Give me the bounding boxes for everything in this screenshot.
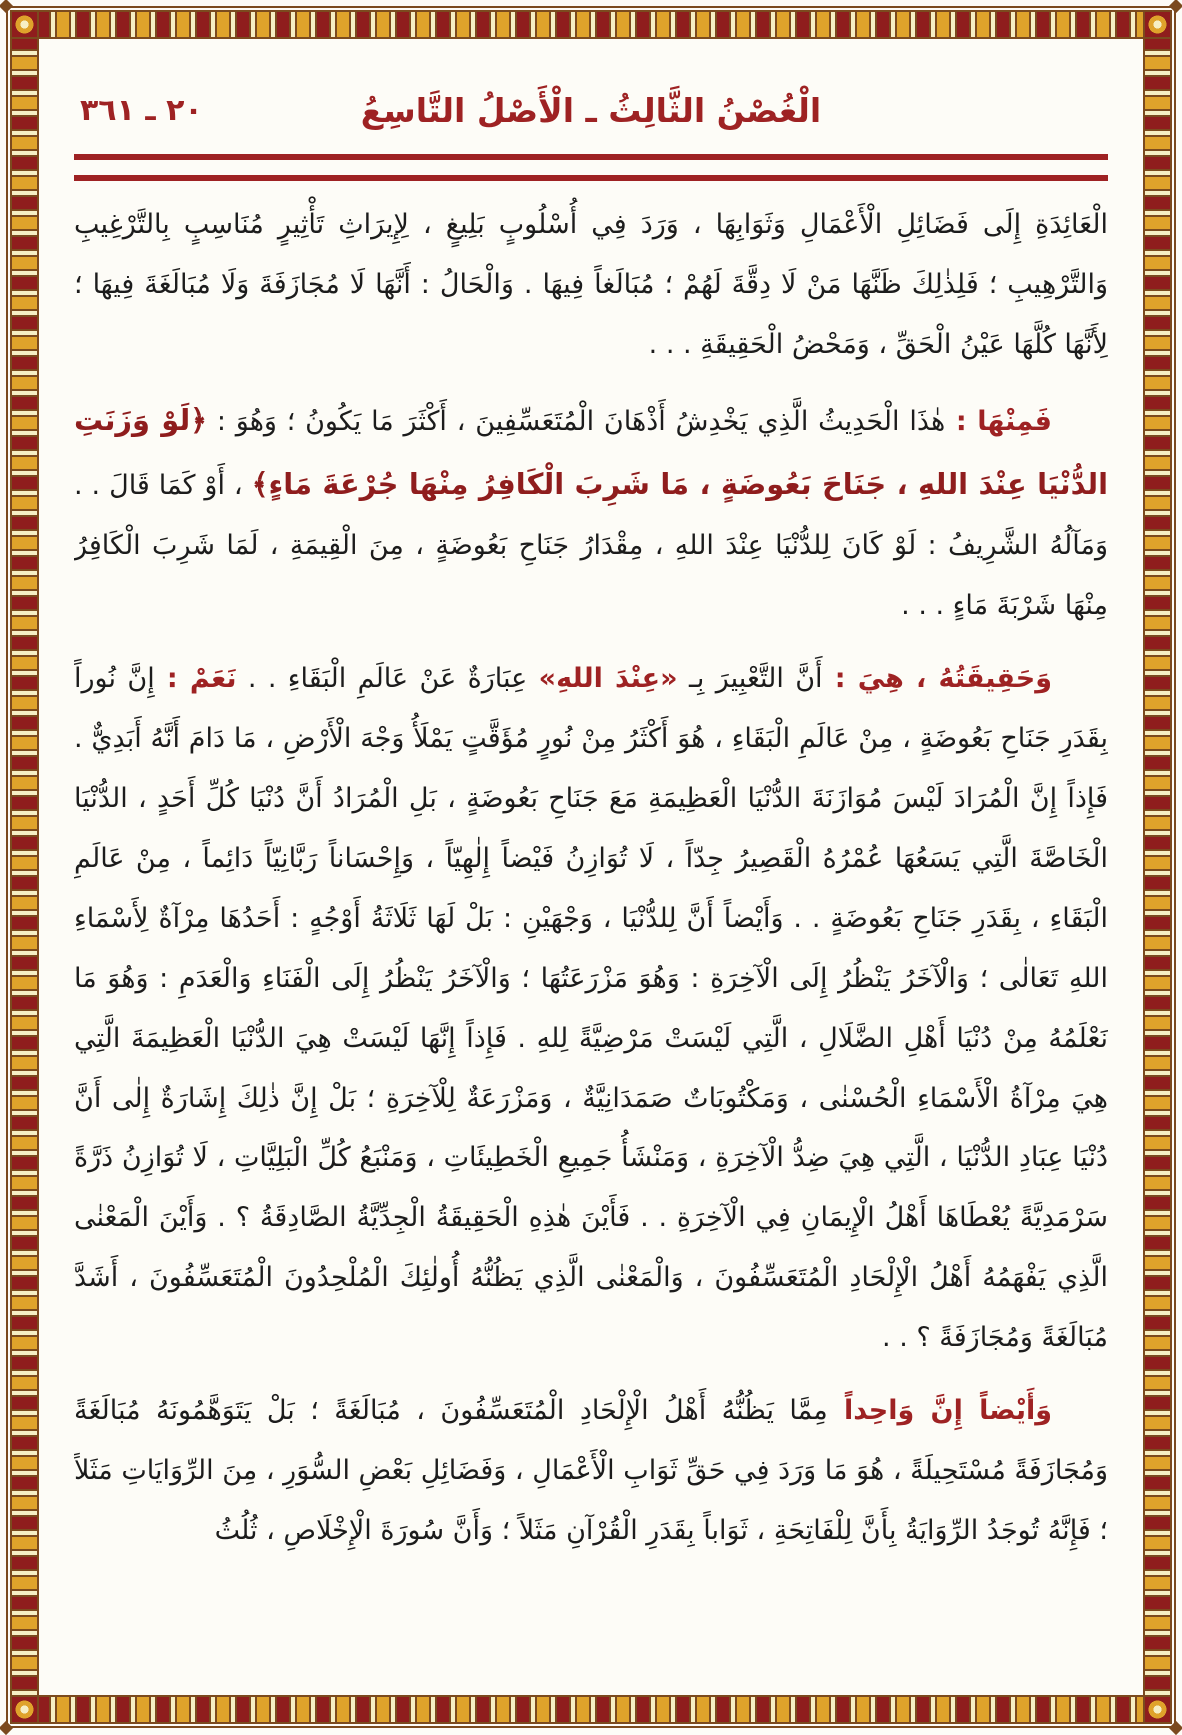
body-segment: إِنَّ نُوراً بِقَدَرِ جَنَاحِ بَعُوضَةٍ ، مِنْ عَالَمِ الْبَقَاءِ ، هُوَ أَكْثَرُ مِنْ نُورٍ مُؤَقَّتٍ يَمْلَأُ وَجْهَ الْأَرْضِ ، مَا دَامَ أَنَّهُ أَبَدِيٌّ . فَإِذاً إِنَّ الْمُرَادَ لَيْسَ مُوَازَنَةَ الدُّنْيَا الْعَظِيمَةِ مَعَ جَنَاحِ بَعُوضَةٍ ، بَلِ الْمُرَادُ أَنَّ دُنْيَا كُلِّ أَحَدٍ ، الدُّنْيَا الْخَاصَّةَ الَّتِي يَسَعُهَا عُمْرُهُ الْقَصِيرُ جِدّاً ، لَا تُوَازِنُ فَيْضاً إِلٰهِيّاً ، وَإِحْسَاناً رَبَّانِيّاً دَائِماً ، مِنْ عَالَمِ الْبَقَاءِ ، بِقَدَرِ جَنَاحِ بَعُوضَةٍ . . وَأَيْضاً أَنَّ لِلدُّنْيَا ، وَجْهَيْنِ : بَلْ لَهَا ثَلَاثَةُ أَوْجُهٍ : أَحَدُهَا مِرْآةٌ لِأَسْمَاءِ اللهِ تَعَالٰى ؛ وَالْآخَرُ يَنْظُرُ إِلَى الْآخِرَةِ : وَهُوَ مَزْرَعَتُهَا ؛ وَالْآخَرُ يَنْظُرُ إِلَى الْفَنَاءِ وَالْعَدَمِ : وَهُوَ مَا نَعْلَمُهُ مِنْ دُنْيَا أَهْلِ الضَّلَالِ ، الَّتِي لَيْسَتْ مَرْضِيَّةً لِلهِ . فَإِذاً إِنَّهَا لَيْسَتْ هِيَ الدُّنْيَا الْعَظِيمَةَ الَّتِي هِيَ مِرْآةُ الْأَسْمَاءِ الْحُسْنٰى ، وَمَكْتُوبَاتٌ صَمَدَانِيَّةٌ ، وَمَزْرَعَةٌ لِلْآخِرَةِ ؛ بَلْ إِنَّ ذٰلِكَ إِشَارَةٌ إِلٰى أَنَّ دُنْيَا عِبَادِ الدُّنْيَا ، الَّتِي هِيَ ضِدُّ الْآخِرَةِ ، وَمَنْشَأُ جَمِيعِ الْخَطِيئَاتِ ، وَمَنْبَعُ كُلِّ الْبَلِيَّاتِ ، لَا تُوَازِنُ ذَرَّةً سَرْمَدِيَّةً يُعْطَاهَا أَهْلُ الْإِيمَانِ فِي الْآخِرَةِ . . فَأَيْنَ هٰذِهِ الْحَقِيقَةُ الْجِدِّيَّةُ الصَّادِقَةُ ؟ . وَأَيْنَ الْمَعْنٰى الَّذِي يَفْهَمُهُ أَهْلُ الْإِلْحَادِ الْمُتَعَسِّفُونَ ، وَالْمَعْنٰى الَّذِي يَظُنُّهُ أُولٰئِكَ الْمُلْحِدُونَ الْمُتَعَسِّفُونَ ، أَشَدَّ مُبَالَغَةً وَمُجَازَفَةً ؟ . . [74,662,1108,1354]
body-text [74,195,1108,1561]
frame-corner-ornament [1145,12,1170,37]
paragraph [74,388,1108,636]
emphasis-red: نَعَمْ : [154,662,237,694]
frame-corner-tip [1169,1721,1182,1735]
body-segment: الْعَائِدَةِ إِلَى فَضَائِلِ الْأَعْمَالِ وَثَوَابِهَا ، وَرَدَ فِي أُسْلُوبٍ بَلِيغٍ ، لِإِيرَاثِ تَأْثِيرٍ مُنَاسِبٍ بِالتَّرْغِيبِ وَالتَّرْهِيبِ ؛ فَلِذٰلِكَ ظَنَّهَا مَنْ لَا دِقَّةَ لَهُمْ ؛ مُبَالَغاً فِيهَا . وَالْحَالُ : أَنَّهَا لَا مُجَازَفَةَ وَلَا مُبَالَغَةَ فِيهَا ؛ لِأَنَّهَا كُلَّهَا عَيْنُ الْحَقِّ ، وَمَحْضُ الْحَقِيقَةِ . . . [74,209,1108,360]
emphasis-red: «عِنْدَ اللهِ» [538,662,678,694]
body-segment: عِبَارَةٌ عَنْ عَالَمِ الْبَقَاءِ . . [236,662,539,694]
page-number: ٢٠ ـ ٣٦١ [80,93,203,128]
body-segment: هٰذَا الْحَدِيثُ الَّذِي يَخْدِشُ أَذْهَانَ الْمُتَعَسِّفِينَ ، أَكْثَرَ مَا يَكُونُ ؛ وَهُوَ : [207,405,946,437]
paragraph [74,649,1108,1368]
body-segment: مِمَّا يَظُنُّهُ أَهْلُ الْإِلْحَادِ الْمُتَعَسِّفُونَ ، مُبَالَغَةً ؛ بَلْ يَتَوَهَّمُونَهُ مُبَالَغَةً وَمُجَازَفَةً مُسْتَحِيلَةً ، هُوَ مَا وَرَدَ فِي حَقِّ ثَوَابِ الْأَعْمَالِ ، وَفَضَائِلِ بَعْضِ السُّوَرِ ، مِنَ الرِّوَايَاتِ مَثَلاً ؛ فَإِنَّهُ تُوجَدُ الرِّوَايَةُ بِأَنَّ لِلْفَاتِحَةِ ، ثَوَاباً بِقَدَرِ الْقُرْآنِ مَثَلاً ؛ وَأَنَّ سُورَةَ الْإِخْلَاصِ ، ثُلُثُ [74,1395,1108,1547]
frame-chain-right [1145,37,1170,1697]
header-divider [74,154,1108,181]
emphasis-red: وَحَقِيقَتُهُ ، هِيَ : [822,662,1052,694]
emphasis-red: وَأَيْضاً إِنَّ وَاحِداً [827,1395,1053,1427]
frame-chain-left [12,37,37,1697]
paragraph [74,1381,1108,1561]
body-segment: ، أَوْ كَمَا قَالَ . . وَمَآلُهُ الشَّرِيفُ : لَوْ كَانَ لِلدُّنْيَا عِنْدَ اللهِ ، مِقْدَارُ جَنَاحِ بَعُوضَةٍ ، مِنَ الْقِيمَةِ ، لَمَا شَرِبَ الْكَافِرُ مِنْهَا شَرْبَةَ مَاءٍ . . . [74,469,1108,621]
frame-chain-top [37,12,1145,37]
hadith-quote: ﴿لَوْ وَزَنَتِ الدُّنْيَا عِنْدَ اللهِ ، جَنَاحَ بَعُوضَةٍ ، مَا شَرِبَ الْكَافِرُ مِنْهَا جُرْعَةَ مَاءٍ﴾ [74,402,1108,501]
frame-chain-bottom [37,1697,1145,1722]
frame-corner-ornament [12,1697,37,1722]
frame-corner-tip [1169,0,1182,13]
frame-corner-ornament [12,12,37,37]
emphasis-red: فَمِنْهَا : [945,405,1052,437]
page-content [74,52,1108,1686]
paragraph [74,195,1108,375]
body-segment: أَنَّ التَّعْبِيرَ بِـ [677,662,823,694]
frame-corner-tip [0,1721,13,1735]
page-header [74,78,1108,144]
frame-corner-ornament [1145,1697,1170,1722]
page-title: الْغُصْنُ الثَّالِثُ ـ الْأَصْلُ التَّاسِعُ [360,91,822,130]
